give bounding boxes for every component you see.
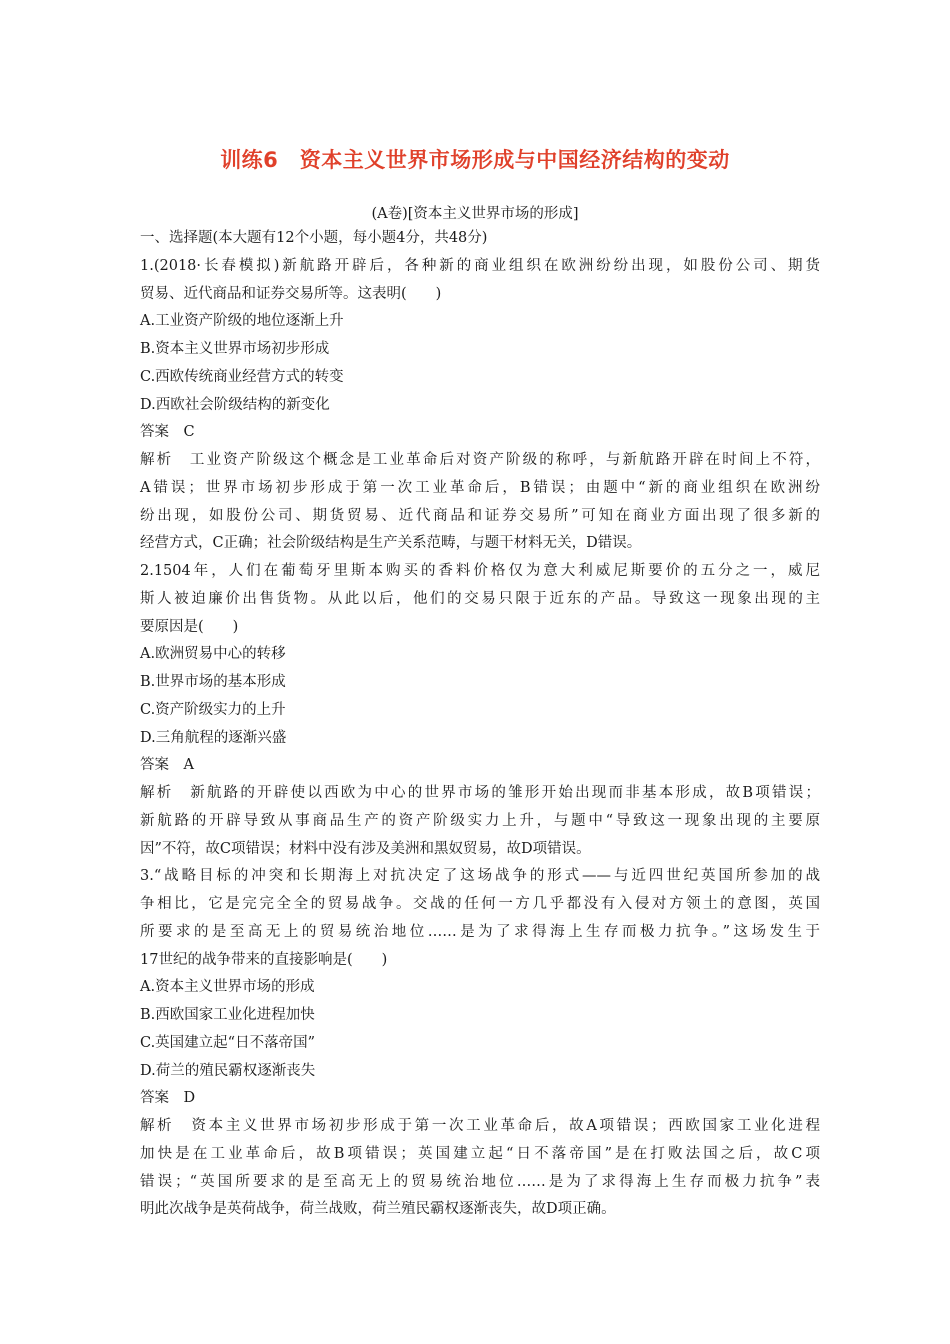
question-2-stem: 2.1504年，人们在葡萄牙里斯本购买的香料价格仅为意大利威尼斯要价的五分之一，威尼: [140, 563, 820, 579]
question-2-analysis: 因”不符，故C项错误；材料中没有涉及美洲和黑奴贸易，故D项错误。: [140, 840, 591, 857]
question-2-answer: 答案 A: [140, 757, 194, 774]
question-3-option-b: B.西欧国家工业化进程加快: [140, 1007, 315, 1023]
document-body: [140, 225, 820, 1224]
question-3-answer: 答案 D: [140, 1090, 196, 1107]
question-1-option-c: C.西欧传统商业经营方式的转变: [140, 368, 344, 385]
question-2-option-d: D.三角航程的逐渐兴盛: [140, 729, 287, 746]
section-subtitle: (A卷)[资本主义世界市场的形成]: [371, 206, 579, 222]
question-2-analysis: 新航路的开辟导致从事商品生产的资产阶级实力上升，与题中“导致这一现象出现的主要原: [140, 812, 820, 829]
question-2-analysis: 解析 新航路的开辟使以西欧为中心的世界市场的雏形开始出现而非基本形成，故B项错误；: [140, 785, 820, 801]
question-3-analysis: 解析 资本主义世界市场初步形成于第一次工业革命后，故A项错误；西欧国家工业化进程: [140, 1118, 820, 1134]
question-3-option-c: C.英国建立起“日不落帝国”: [140, 1034, 316, 1051]
question-2-stem: 要原因是( ): [140, 618, 239, 635]
section-heading: 一、选择题(本大题有12个小题，每小题4分，共48分): [140, 230, 488, 246]
question-1-option-d: D.西欧社会阶级结构的新变化: [140, 396, 330, 413]
question-3-analysis: 加快是在工业革命后，故B项错误；英国建立起“日不落帝国”是在打败法国之后，故C项: [140, 1145, 820, 1162]
question-1-option-b: B.资本主义世界市场初步形成: [140, 341, 330, 357]
question-3-stem: 3.“战略目标的冲突和长期海上对抗决定了这场战争的形式——与近四世纪英国所参加的战: [140, 868, 820, 885]
question-2-option-a: A.欧洲贸易中心的转移: [140, 646, 286, 663]
question-3-analysis: 错误；“英国所要求的是至高无上的贸易统治地位……是为了求得海上生存而极力抗争”表: [140, 1173, 820, 1190]
question-2-option-b: B.世界市场的基本形成: [140, 674, 286, 690]
question-1-option-a: A.工业资产阶级的地位逐渐上升: [140, 313, 344, 330]
question-3-analysis: 明此次战争是英荷战争，荷兰战败，荷兰殖民霸权逐渐丧失，故D项正确。: [140, 1201, 616, 1218]
question-2-option-c: C.资产阶级实力的上升: [140, 701, 286, 718]
question-3-stem: 争相比，它是完完全全的贸易战争。交战的任何一方几乎都没有入侵对方领土的意图，英国: [140, 896, 820, 912]
question-3-option-a: A.资本主义世界市场的形成: [140, 979, 315, 996]
question-1-analysis: A错误；世界市场初步形成于第一次工业革命后，B错误；由题中“新的商业组织在欧洲纷: [140, 479, 820, 496]
question-1-stem: 1.(2018·长春模拟)新航路开辟后，各种新的商业组织在欧洲纷纷出现，如股份公司、期货: [140, 257, 820, 274]
question-1-analysis: 经营方式，C正确；社会阶级结构是生产关系范畴，与题干材料无关，D错误。: [140, 535, 642, 552]
question-1-stem: 贸易、近代商品和证券交易所等。这表明( ): [140, 285, 442, 302]
page-title: 训练6 资本主义世界市场形成与中国经济结构的变动: [220, 148, 730, 172]
question-2-stem: 斯人被迫廉价出售货物。从此以后，他们的交易只限于近东的产品。导致这一现象出现的主: [140, 590, 820, 607]
question-1-analysis: 纷出现，如股份公司、期货贸易、近代商品和证券交易所”可知在商业方面出现了很多新的: [140, 507, 820, 524]
question-3-option-d: D.荷兰的殖民霸权逐渐丧失: [140, 1062, 316, 1079]
question-1-answer: 答案 C: [140, 424, 195, 441]
question-1-analysis: 解析 工业资产阶级这个概念是工业革命后对资产阶级的称呼，与新航路开辟在时间上不符，: [140, 452, 820, 468]
question-3-stem: 17世纪的战争带来的直接影响是( ): [140, 951, 388, 968]
question-3-stem: 所要求的是至高无上的贸易统治地位……是为了求得海上生存而极力抗争。”这场发生于: [140, 923, 820, 940]
